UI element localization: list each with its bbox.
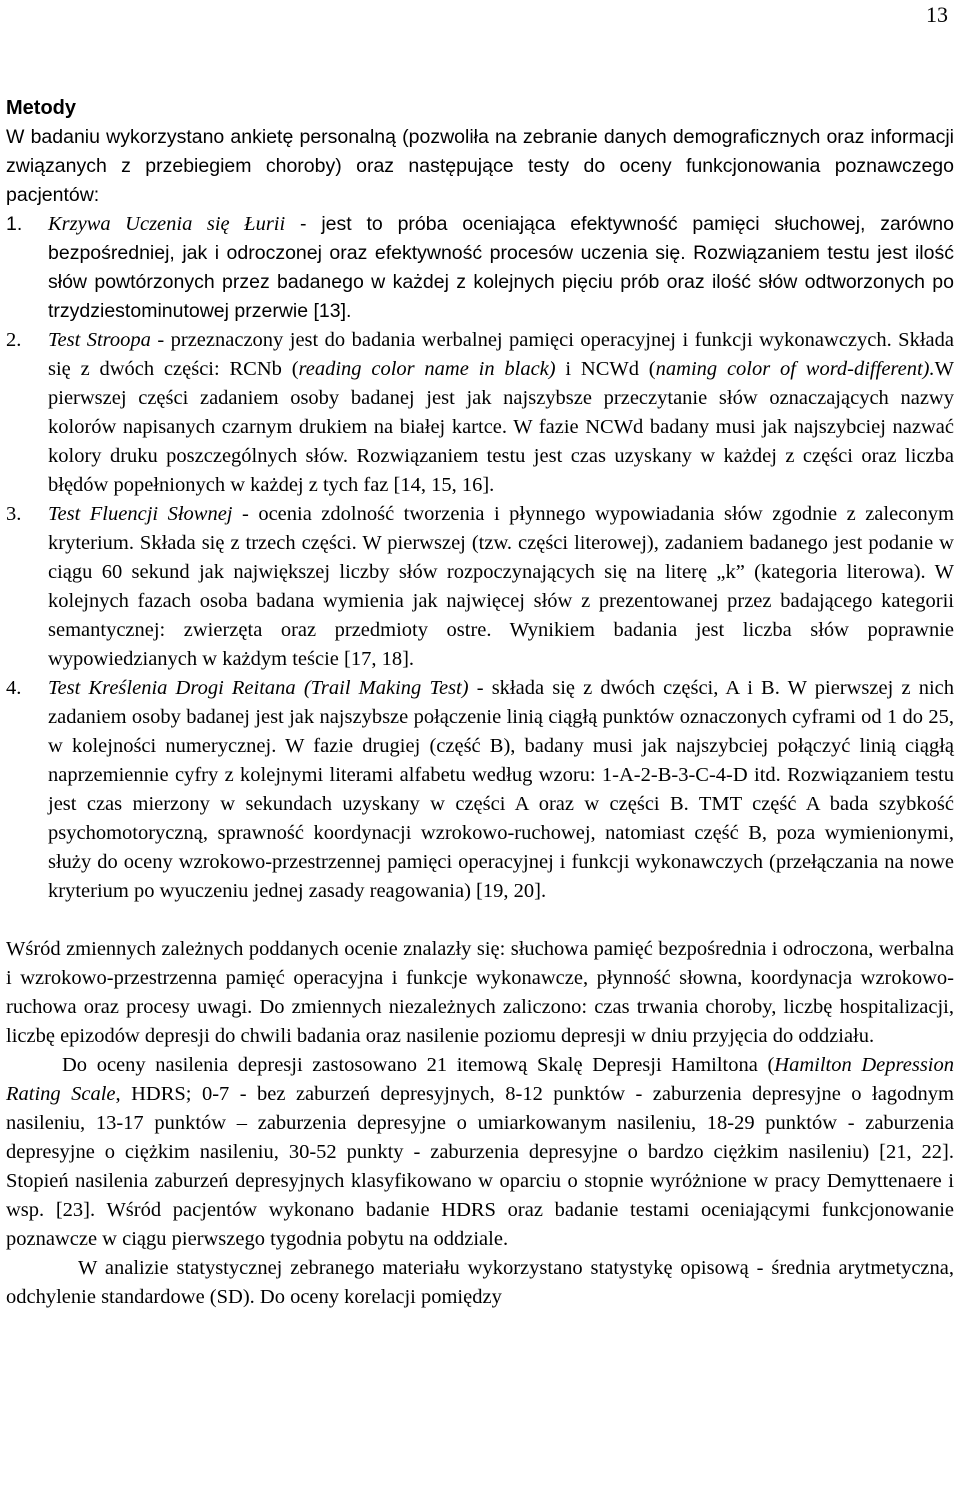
- page-number: 13: [926, 2, 948, 27]
- test-description: - ocenia zdolność tworzenia i płynnego wypowiadania słów zgodnie z zaleconym kryterium. Składa się z trzech części. W pierwszej (tzw. części literowej), zadaniem badanego jest podanie w ciągu 60 sekund jak największej liczby słów rozpoczynających się na literę „k” (kategoria literowa). W kolejnych fazach osoba badana wymienia jak najwięcej słów z prezentowanej przez badającego kategorii semantycznej: zwierzęta oraz przedmioty ostre. Wynikiem badania jest liczba słów poprawnie wypowiedzianych w każdym teście [17, 18].: [48, 503, 954, 670]
- test-title: Test Kreślenia Drogi Reitana (Trail Making Test): [48, 677, 469, 699]
- list-item-number: 1.: [6, 213, 23, 235]
- page-content: [6, 94, 954, 1312]
- list-item: [6, 674, 954, 906]
- test-list: [6, 210, 954, 906]
- paragraph-text: Do oceny nasilenia depresji zastosowano 21 itemową Skalę Depresji Hamiltona (: [62, 1054, 775, 1076]
- test-description: - składa się z dwóch części, A i B. W pierwszej z nich zadaniem osoby badanej jest jak najszybsze połączenie linią ciągłą punktów oznaczonych cyframi od 1 do 25, w kolejności numerycznej. W fazie drugiej (część B), badany musi jak najszybciej połączyć linią ciągłą naprzemiennie cyfry z kolejnymi literami alfabetu według wzoru: 1-A-2-B-3-C-4-D itd. Rozwiązaniem testu jest czas mierzony w sekundach uzyskany w części A oraz w części B. TMT część A bada szybkość psychomotoryczną, sprawność koordynacji wzrokowo-ruchowej, natomiast część B, poza wymienionymi, służy do oceny wzrokowo-przestrzennej pamięci operacyjnej i funkcji wykonawczych (przełączania na nowe kryterium po wyuczeniu jednej zasady reagowania) [19, 20].: [48, 677, 954, 902]
- test-title: Test Fluencji Słownej: [48, 503, 233, 525]
- list-item: [6, 326, 954, 500]
- variables-paragraph: Wśród zmiennych zależnych poddanych ocenie znalazły się: słuchowa pamięć bezpośrednia i odroczona, werbalna i wzrokowo-przestrzenna pamięć operacyjna i funkcje wykonawcze, płynność słowna, koordynacja wzrokowo-ruchowa oraz procesy uwagi. Do zmiennych niezależnych zaliczono: czas trwania choroby, liczbę hospitalizacji, liczbę epizodów depresji do chwili badania oraz nasilenie poziomu depresji w dniu przyjęcia do oddziału.: [6, 938, 954, 1047]
- list-item-number: 4.: [6, 677, 22, 699]
- spacer: [6, 906, 954, 935]
- intro-paragraph: W badaniu wykorzystano ankietę personalną (pozwoliła na zebranie danych demograficznych oraz informacji związanych z przebiegiem choroby) oraz następujące testy do oceny funkcjonowania poznawczego pacjentów:: [6, 126, 954, 206]
- test-description: - jest to próba oceniająca efektywność pamięci słuchowej, zarówno bezpośredniej, jak i odroczonej oraz efektywność procesów uczenia się. Rozwiązaniem testu jest ilość słów powtórzonych przez badanego w każdej z kolejnych pięciu prób oraz ilość słów odtworzonych po trzydziestominutowej przerwie [13].: [48, 213, 954, 322]
- test-term: reading color name in black): [298, 358, 556, 380]
- list-item: [6, 500, 954, 674]
- hdrs-paragraph: [6, 1051, 954, 1254]
- section-heading: Metody: [6, 97, 76, 119]
- test-description: W pierwszej części zadaniem osoby badanej jest jak najszybsze przeczytanie słów oznaczających nazwy kolorów napisanych czarnym drukiem na białej kartce. W fazie NCWd badany musi jak najszybciej nazwać kolory druku poszczególnych słów. Rozwiązaniem testu jest czas uzyskany w każdej z części oraz liczba błędów popełnionych w każdej z tych faz [14, 15, 16].: [48, 358, 954, 496]
- paragraph-text: , HDRS; 0-7 - bez zaburzeń depresyjnych, 8-12 punktów - zaburzenia depresyjne o łagodnym nasileniu, 13-17 punktów – zaburzenia depresyjne o umiarkowanym nasileniu, 18-29 punktów - zaburzenia depresyjne o ciężkim nasileniu, 30-52 punkty - zaburzenia depresyjne o bardzo ciężkim nasileniu) [21, 22]. Stopień nasilenia zaburzeń depresyjnych klasyfikowano w oparciu o stopnie wyróżnione w pracy Demyttenaere i wsp. [23]. Wśród pacjentów wykonano badanie HDRS oraz badanie testami oceniającymi funkcjonowanie poznawcze w ciągu pierwszego tygodnia pobytu na oddziale.: [6, 1083, 954, 1250]
- test-term: naming color of word-different).: [655, 358, 935, 380]
- scale-name: Hamilton Depression Rating Scale: [6, 1054, 954, 1105]
- list-item-number: 3.: [6, 503, 22, 525]
- test-description: - przeznaczony jest do badania werbalnej pamięci operacyjnej i funkcji wykonawczych. Składa się z dwóch części: RCNb (: [48, 329, 954, 380]
- test-title: Test Stroopa: [48, 329, 151, 351]
- statistics-paragraph: W analizie statystycznej zebranego materiału wykorzystano statystykę opisową - średnia arytmetyczna, odchylenie standardowe (SD). Do oceny korelacji pomiędzy: [6, 1257, 954, 1308]
- list-item-number: 2.: [6, 329, 22, 351]
- test-description: i NCWd (: [555, 358, 656, 380]
- test-title: Krzywa Uczenia się Łurii: [48, 213, 286, 235]
- list-item: [6, 210, 954, 326]
